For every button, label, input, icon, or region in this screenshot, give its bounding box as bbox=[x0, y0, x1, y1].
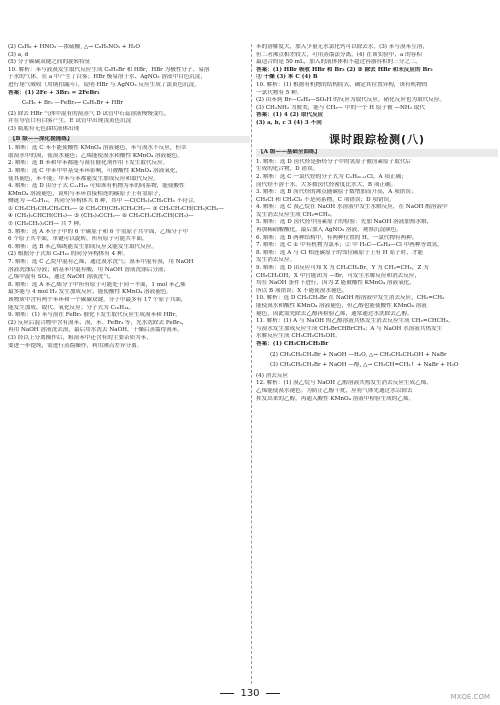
text-line: 发生消去反应生成 CH₂=CH₂。 bbox=[256, 211, 336, 218]
page-number-dash-right bbox=[266, 693, 280, 694]
text-line: 1. 解析：选 D 卤代烃是指烃分子中的氢原子被卤素原子取代后 bbox=[256, 158, 412, 165]
text-line: 再用 NaOH 溶液洗去溴，最后用水洗去 NaOH，干燥后蒸馏得溴苯。 bbox=[8, 327, 183, 334]
text-line: ① CH₃CH₂CH₂CH₂CH₂— ② CH₃CH(CH₃)CH₂CH₂— ③ CH₃CH₂CH(CH₃)CH₂— bbox=[8, 205, 224, 212]
text-line: 苯的溶解度大，加入少量无水氯化钙可以除去水。(3) 苯与溴苯互溶， bbox=[256, 44, 428, 50]
text-line: 生成的化合物，D 错误。 bbox=[256, 166, 319, 173]
text-line: 3. 解析：选 C 甲苯中甲基受苯环影响，可被酸性 KMnO₄ 溶液氧化， bbox=[8, 167, 182, 174]
section-title: 课时跟踪检测(八) bbox=[328, 132, 426, 146]
text-line: 6. 解析：选 B 苯乙烯既能发生加成反应又能发生取代反应。 bbox=[8, 243, 158, 250]
text-line: 6. 解析：选 B 两种结构中，有两种位置的 H，一氯代物有两种。 bbox=[256, 234, 418, 241]
section-label: 【A 级——基础全面练】 bbox=[256, 149, 498, 157]
text-line: 12. 解析：(1) 溴乙烷与 NaOH 乙醇溶液共热发生消去反应生成乙烯， bbox=[256, 380, 432, 387]
text-line: 最适合的是 50 mL，加入的液体体积不超过容器容积的三分之二。 bbox=[256, 59, 422, 66]
answer-line: 答案：(1) 4 (2) 取代反应 bbox=[256, 112, 324, 119]
formula-line: (2) CH₃CH₂CH₂Br + NaOH —H₂O, △→ CH₃CH₂CH₂OH + NaBr bbox=[270, 351, 447, 358]
text-line: 该物质中含有两个苯环和一个碳碳双键，分子中最多有 17 个原子共面， bbox=[8, 297, 187, 303]
text-line: 10. 解析：选 D CH₃CH₂Br 在 NaOH 醇溶液中发生消去反应，CH₂=CH₂ bbox=[256, 295, 445, 302]
text-line: 4. 解析：选 D 由分子式 C₁₁H₁₆ 可知该有机物为苯的同系物，能使酸性 bbox=[8, 183, 185, 190]
text-line: (3) CH₃NH₂ 为胺类，能与 CH₃— 中的一个 H 原子被 —NH₂ 取代 bbox=[256, 104, 425, 111]
text-line: 并在导管口有白雾产生，E 试管中出现浅黄色沉淀 bbox=[8, 118, 132, 125]
text-line: 溶液洗涤后分液；硝基苯中混有酸，用 NaOH 溶液洗涤后分液； bbox=[8, 266, 170, 273]
right-column-top bbox=[256, 44, 498, 128]
text-line: 2. 解析：选 B 苯和甲苯都能与溴在催化剂作用下发生取代反应。 bbox=[8, 160, 169, 167]
text-line: 9. 解析：(1) 苯与溴在 FeBr₃ 催化下发生取代反应生成溴苯和 HBr。 bbox=[8, 312, 181, 319]
text-line: 所以 B 项错误；X 不能使溴水褪色。 bbox=[256, 287, 348, 294]
text-line: 挥发出来的乙醇，再通入酸性 KMnO₄ 溶液中检验生成的乙烯。 bbox=[256, 395, 415, 402]
text-line: 侧链为 —C₅H₁₁，其同分异构体共 8 种，其中 —C(CH₃)₂CH₂CH₃ 不符合。 bbox=[8, 198, 199, 205]
text-line: 最多能与 4 mol H₂ 发生加成反应，能使酸性 KMnO₄ 溶液褪色。 bbox=[8, 289, 173, 296]
text-line: 2. 解析：选 C 一氯代烃的分子式为 CₙH₂ₙ₊₁Cl，A 项正确； bbox=[256, 173, 407, 180]
text-line: 8. 解析：选 A 与 Cl 相连碳原子的邻位碳原子上有 H 原子时，才能 bbox=[256, 249, 424, 256]
text-line: 11. 解析：(1) A 与 NaOH 的乙醇溶液共热发生消去反应生成 CH₂=CHCH₃， bbox=[256, 318, 454, 325]
text-line: 乙烯能使溴水褪色；为防止乙醇干扰，应将气体先通过水以除去 bbox=[256, 387, 413, 394]
text-line: 8. 解析：选 A 苯乙烯分子中所有原子可能处于同一平面，1 mol 苯乙烯 bbox=[8, 281, 186, 288]
text-line: (3) a, d bbox=[8, 51, 29, 58]
text-line: (2) 反应后混合物中含有溴苯、溴、苯、FeBr₃ 等，先水洗除去 FeBr₃， bbox=[8, 319, 188, 326]
page-number bbox=[0, 688, 500, 699]
answer-line: ③ 干燥 (3) 苯 C (4) B bbox=[256, 74, 318, 81]
section-label: 【B 级——深化提能练】 bbox=[8, 136, 250, 144]
answer-line: (3) a, b, c 3 (4) 3 不同 bbox=[256, 119, 322, 126]
text-line: KMnO₄ 溶液褪色，说明与苯环直接相连的碳原子上有氢原子， bbox=[8, 190, 165, 197]
text-line: 取溴水中的溴，使溴水褪色；乙烯能使溴水和酸性 KMnO₄ 溶液褪色。 bbox=[8, 152, 183, 159]
text-line: 均在 NaOH 条件下进行，因为 Z 能被酸性 KMnO₄ 溶液氧化， bbox=[256, 280, 415, 287]
text-line: 进行尾气吸收（用倒扣漏斗），说明 HBr 与 AgNO₃ 反应生成了淡黄色沉淀。 bbox=[8, 81, 200, 88]
left-column bbox=[8, 44, 250, 350]
text-line: 能发生加成、取代、氧化反应；分子式为 C₁₆H₁₄。 bbox=[8, 304, 135, 311]
text-line: 10. 解析：(1) 根据有机物的结构简式，确定其位置异构，该有机物的 bbox=[256, 81, 428, 88]
text-line: 要进一步提纯，需进行蒸馏操作，利用沸点差异分离。 bbox=[8, 342, 143, 349]
text-line: CH₃CH₂OH，X 中官能团为 —Br，可发生水解反应和消去反应， bbox=[256, 272, 421, 279]
text-line: 一氯代物有 5 种。 bbox=[256, 89, 303, 96]
text-line: 7. 解析：选 C 乙烷中混有乙烯，通过溴水洗气；溴苯中混有溴，用 NaOH bbox=[8, 259, 194, 266]
text-line: 卤代烃不溶于水，大多数卤代烃密度比水大，B 项正确。 bbox=[256, 181, 397, 188]
text-line: 7. 解析：选 C ① 中有机物为氯苯；② 中 H₃C—C₆H₄—Cl 中两种等效氢。 bbox=[256, 242, 443, 249]
formula-line: C₆H₆ + Br₂ —FeBr₃→ C₆H₅Br + HBr bbox=[22, 100, 123, 107]
text-line: 9. 解析：选 D 由反应可知 X 为 CH₃CH₂Br，Y 为 CH₂=CH₂，Z 为 bbox=[256, 265, 429, 272]
text-line: (2) C₆H₆ + HNO₃ —浓硫酸, △→ C₆H₅NO₂ + H₂O bbox=[8, 44, 140, 50]
text-line: (5) 分子碳碳双键之间的旋转特征 bbox=[8, 59, 91, 66]
text-line: (2) 除去 HBr 气体中混有的溴蒸气 D 试管中石蕊溶液慢慢变红， bbox=[8, 110, 170, 117]
text-line: 6 个原子共平面，单键可以旋转，所有原子可能共平面。 bbox=[8, 236, 148, 243]
text-line: 3. 解析：选 B 卤代烃的沸点随碳原子数增加而升高，A 项错误； bbox=[256, 189, 417, 196]
text-line: 乙烯中混有 SO₂，通过 NaOH 溶液洗气。 bbox=[8, 274, 115, 281]
text-line: 1. 解析：选 C 苯不能使酸性 KMnO₄ 溶液褪色，苯与溴水不反应，但萃 bbox=[8, 145, 187, 152]
text-line: (3) 经以上分离操作后，粗溴苯中还含有的主要杂质为苯， bbox=[8, 334, 152, 341]
text-line: ④ (CH₃)₂CHCH(CH₃)— ⑤ (CH₃)₃CCH₂— ⑥ CH₃CH₂CH₂CH(CH₃)— bbox=[8, 213, 194, 220]
text-line: 10. 解析：苯与液溴发生取代反应生成 C₆H₅Br 和 HBr，HBr 为极性分子、易溶 bbox=[8, 66, 210, 73]
text-line: ⑦ (CH₃CH₂)₂CH— 共 7 种。 bbox=[8, 221, 85, 228]
text-line: 5. 解析：选 D 卤代烃中卤素原子的检验：先加 NaOH 溶液加热水解， bbox=[256, 219, 433, 226]
right-column bbox=[256, 44, 498, 403]
text-line: (3) 瓶底有无色油状液体出现 bbox=[8, 125, 80, 132]
watermark-text: MXQE.COM bbox=[450, 693, 490, 701]
answer-line: 答案：(1) HBr 吸收 HBr 和 Br₂ (2) ② 除去 HBr 和未反应的 Br₂ bbox=[256, 66, 433, 73]
answer-line: 答案：(1) CH₃CH₂CH₂Br bbox=[256, 340, 329, 347]
text-line: CH₃Cl 和 CH₂Cl₂ 不是同系物，C 项错误；D 项错误。 bbox=[256, 196, 395, 203]
text-line: 使其褪色，苯不能；甲苯与苯都能发生加成反应和取代反应。 bbox=[8, 175, 160, 182]
text-line: 再加稀硝酸酸化，最后加入 AgNO₃ 溶液，观察沉淀颜色。 bbox=[256, 227, 402, 234]
text-line: 4. 解析：选 C 溴乙烷在 NaOH 水溶液中发生水解反应，在 NaOH 醇溶液中 bbox=[256, 204, 448, 211]
answer-line: 答案：(1) 2Fe + 3Br₂ = 2FeBr₃ bbox=[8, 89, 100, 96]
page-number-dash-left bbox=[220, 693, 234, 694]
text-line: 发生消去反应。 bbox=[256, 257, 296, 264]
text-line: 褪色，因此需先除去乙醇再检验乙烯，通常通过水洗除去乙醇。 bbox=[256, 310, 413, 317]
formula-line: (3) CH₃CH₂CH₂Br + NaOH —醇, △→ CH₃CH=CH₂↑ + NaBr + H₂O bbox=[270, 362, 459, 369]
text-line: 能使溴水和酸性 KMnO₄ 溶液褪色，但乙醇也能使酸性 KMnO₄ 溶液 bbox=[256, 303, 427, 309]
text-line: 与溴水发生加成反应生成 CH₂BrCHBrCH₃；A 与 NaOH 水溶液共热发生 bbox=[256, 325, 443, 332]
page-number-text: 130 bbox=[240, 688, 260, 699]
right-column-bottom bbox=[256, 149, 498, 403]
text-line: 5. 解析：选 A 苯分子中的 6 个碳原子和 6 个氢原子共平面，乙烯分子中 bbox=[8, 228, 188, 235]
text-line: (4) 消去反应 bbox=[256, 372, 289, 379]
text-line: 水解反应生成 CH₃CH₂CH₂OH。 bbox=[256, 333, 341, 340]
column-divider bbox=[251, 44, 252, 684]
text-line: (2) 由苯到 Br—C₆H₄—SO₃H 的反应为取代反应，硝化反应也为取代反应。 bbox=[256, 97, 446, 104]
text-line: (2) 根据分子式知 C₈H₁₀ 的同分异构体有 4 种。 bbox=[8, 251, 129, 258]
text-line: 但二者沸点相差较大，可用蒸馏法分离。(4) 在该实验中，a 的容积 bbox=[256, 51, 422, 58]
text-line: 于水的气体，在 a 中产生了白雾；HBr 极易溶于水、AgNO₃ 溶液中白色沉淀， bbox=[8, 74, 207, 81]
